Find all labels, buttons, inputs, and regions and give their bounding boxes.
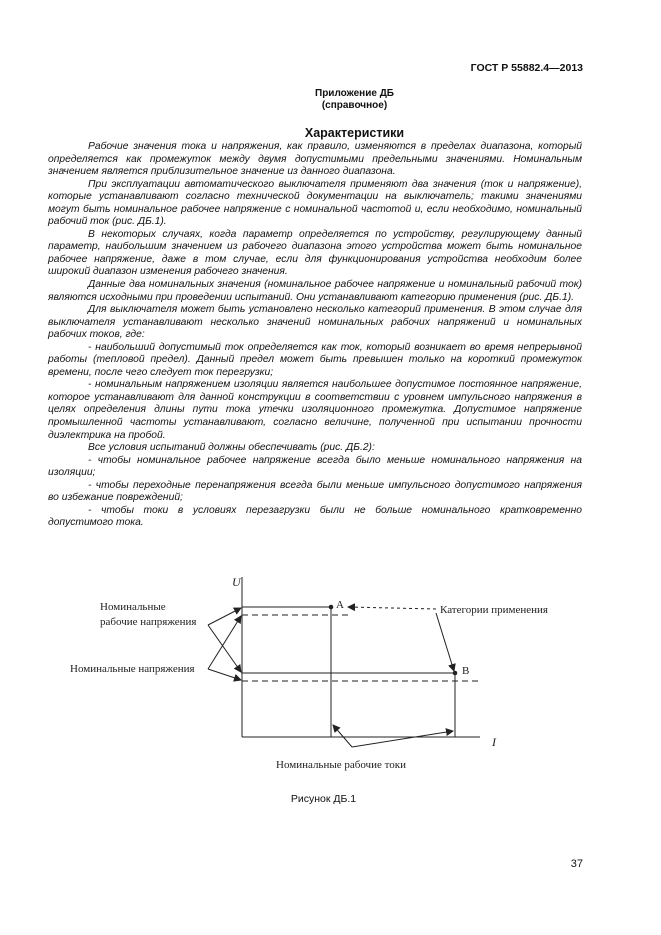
- paragraph: Для выключателя может быть установлено несколько категорий применения. В этом случае для выключателя устанавливают несколько значений номинальных рабочих напряжений и номинальных рабочих токов, где:: [48, 304, 582, 341]
- label-rated-operating-voltages-line2: рабочие напряжения: [100, 616, 197, 628]
- paragraph: Все условия испытаний должны обеспечивать (рис. ДБ.2):: [88, 442, 375, 454]
- document-standard-number: ГОСТ Р 55882.4—2013: [470, 62, 583, 74]
- arrow: [436, 613, 454, 671]
- axis-y-label: U: [232, 575, 241, 589]
- arrow: [208, 669, 241, 680]
- arrow: [352, 731, 453, 747]
- point-a-marker: [329, 605, 334, 610]
- page-number: 37: [570, 858, 583, 870]
- arrow: [348, 607, 436, 609]
- list-item: - чтобы номинальное рабочее напряжение всегда было меньше номинального напряжения на изоляции;: [48, 454, 582, 479]
- point-b-label: B: [462, 665, 470, 677]
- paragraph: В некоторых случаях, когда параметр определяется по устройству, регулирующему данный параметр, наибольшим значением из рабочего диапазона этого устройства может быть номинальное рабочее напряжение, даже в том случае, если для функционирования устройства необходим более широкий диапазон изменения рабочего значения.: [48, 228, 582, 278]
- arrow: [208, 616, 241, 669]
- point-b-marker: [453, 671, 458, 676]
- label-rated-operating-currents: Номинальные рабочие токи: [276, 759, 407, 771]
- list-item: - номинальным напряжением изоляции является наибольшее допустимое постоянное напряжение, которое устанавливают для данной конструкции в соответствии с уровнем импульсного напряжения в целях определения длины пути тока утечки изоляционного промежутка. Допустимое напряжение промышленной частоты устанавливают, согласно величине, полученной при испытании прочности диэлектрика на пробой.: [48, 379, 582, 441]
- arrow: [208, 608, 241, 625]
- list-item: - чтобы переходные перенапряжения всегда были меньше импульсного допустимого напряжения во избежание повреждений;: [48, 479, 582, 504]
- arrow: [208, 625, 241, 672]
- axis-x-label: I: [492, 735, 496, 749]
- list-item: - наибольший допустимый ток определяется как ток, который возникает во время непрерывной работы (тепловой предел). Данный предел может быть превышен только на короткий промежуток времени, после чего следует ток перегрузки;: [48, 341, 582, 378]
- point-a-label: A: [336, 599, 344, 611]
- label-rated-voltages: Номинальные напряжения: [70, 663, 195, 675]
- paragraph: Рабочие значения тока и напряжения, как правило, изменяются в пределах диапазона, который определяется как промежуток между двумя допустимыми предельными значениями. Номинальным значением является приблизительное значение из данного диапазона.: [48, 141, 582, 178]
- figure-db1: [70, 565, 650, 780]
- body-text: [48, 141, 582, 530]
- section-title: Характеристики: [304, 126, 405, 140]
- label-utilization-categories: Категории применения: [440, 604, 548, 616]
- paragraph: При эксплуатации автоматического выключателя применяют два значения (ток и напряжение), которые устанавливают согласно технической документации на выключатель; такими значениями могут быть номинальное рабочее напряжение с номинальной частотой и, если необходимо, номинальный рабочий ток (рис. ДБ.1).: [48, 178, 582, 228]
- figure-caption: Рисунок ДБ.1: [290, 793, 357, 805]
- label-rated-operating-voltages: Номинальные: [100, 601, 166, 613]
- paragraph: Данные два номинальных значения (номинальное рабочее напряжение и номинальный рабочий ток) являются исходными при проведении испытаний. Они устанавливают категорию применения (рис. ДБ.1).: [48, 279, 582, 303]
- annex-subtitle: (справочное): [321, 100, 388, 111]
- list-item: - чтобы токи в условиях перезагрузки были не больше номинального кратковременно допустимого тока.: [48, 504, 582, 529]
- arrow: [333, 725, 352, 747]
- annex-title: Приложение ДБ: [315, 88, 394, 99]
- annex-heading: [0, 88, 661, 112]
